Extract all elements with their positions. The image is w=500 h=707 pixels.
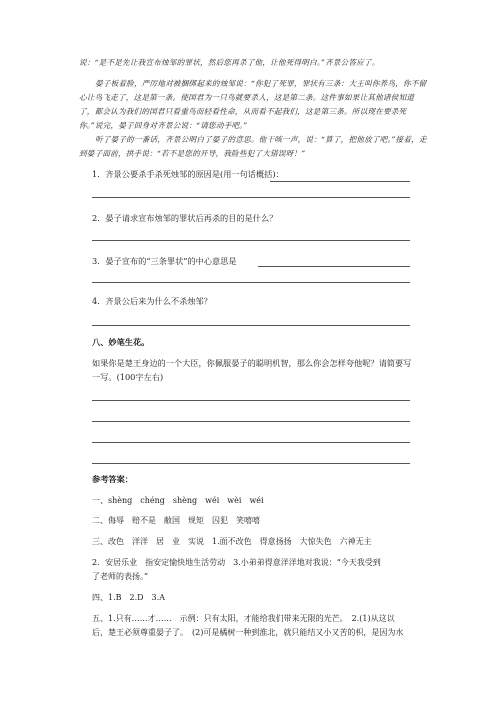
answer-section-2: 二、侮辱 赔不是 敝国 规矩 囚犯 笑嘻嘻 — [92, 516, 260, 525]
writing-line[interactable] — [92, 421, 410, 422]
answer-section-3: 三、改色 洋洋 居 业 实说 1.面不改色 得意扬扬 大惊失色 六神无主 — [92, 537, 372, 546]
answer-line[interactable] — [92, 197, 410, 198]
answer-section-3-line-2: 2．安居乐业 指安定愉快地生活劳动 3.小弟弟得意洋洋地对我说：“今天我受到 — [92, 558, 381, 567]
question-2: 2．晏子请求宣布烛邹的罪状后再杀的目的是什么？ — [92, 213, 278, 223]
answer-section-5: 五、1.只有……才…… 示例：只有太阳，才能给我们带来无限的光芒。 2.(1)从这以 — [92, 614, 395, 623]
section-8-title: 八、妙笔生花。 — [92, 337, 150, 347]
answers-title: 参考答案： — [92, 474, 133, 484]
answer-line[interactable] — [92, 325, 410, 326]
answer-line[interactable] — [270, 181, 410, 182]
question-3: 3．晏子宣布的“三条罪状”的中心意思是 — [92, 256, 237, 266]
answer-line[interactable] — [258, 266, 410, 267]
answer-section-3-line-3: 了老师的表扬。” — [92, 572, 149, 581]
writing-line[interactable] — [92, 400, 410, 401]
story-paragraph-0: 说：“是不是先让我宣布烛邹的罪状，然后您再杀了他，让他死得明白。”齐景公答应了。 — [79, 58, 380, 67]
answer-section-1: 一、shèng chéng shèng wéi wèi wéi — [92, 496, 264, 505]
writing-line[interactable] — [92, 463, 410, 464]
answer-section-4: 四、1.B 2.D 3.A — [92, 593, 165, 602]
section-8-prompt: 如果你是楚王身边的一个大臣，你佩服晏子的聪明机智，那么你会怎样夸他呢？请简要写一写。(100字左右) — [92, 358, 412, 382]
answer-line[interactable] — [92, 240, 410, 241]
story-paragraph-2: 听了晏子的一番话，齐景公明白了晏子的意思。他干咳一声，说：“算了，把他放了吧。”接着，走到晏子面前，拱手说：“若不是您的开导，我险些犯了大错误呀！” — [79, 135, 427, 158]
answer-section-5-line-2: 后，楚王必须尊重晏子了。 (2)可是橘树一种到淮北，就只能结又小又苦的枳，是因为水 — [92, 628, 404, 637]
writing-line[interactable] — [92, 442, 410, 443]
answer-line[interactable] — [92, 282, 410, 283]
story-paragraph-1: 晏子板着脸，严厉地对被捆绑起来的烛邹说：“你犯了死罪，罪状有三条：大王叫你养鸟，你不留心让鸟飞走了，这是第一条。使国君为一只鸟就要杀人，这是第二条。这件事如果让其他诸侯知道了，都会认为我们的国君只看重鸟而轻看性命，从而看不起我们，这是第三条。所以现在要杀死你。”说完，晏子回身对齐景公说：“请您动手吧。” — [79, 79, 427, 130]
question-4: 4．齐景公后来为什么不杀烛邹？ — [92, 296, 212, 306]
question-1: 1．齐景公要杀手杀死烛邹的原因是(用一句话概括)： — [92, 169, 284, 179]
